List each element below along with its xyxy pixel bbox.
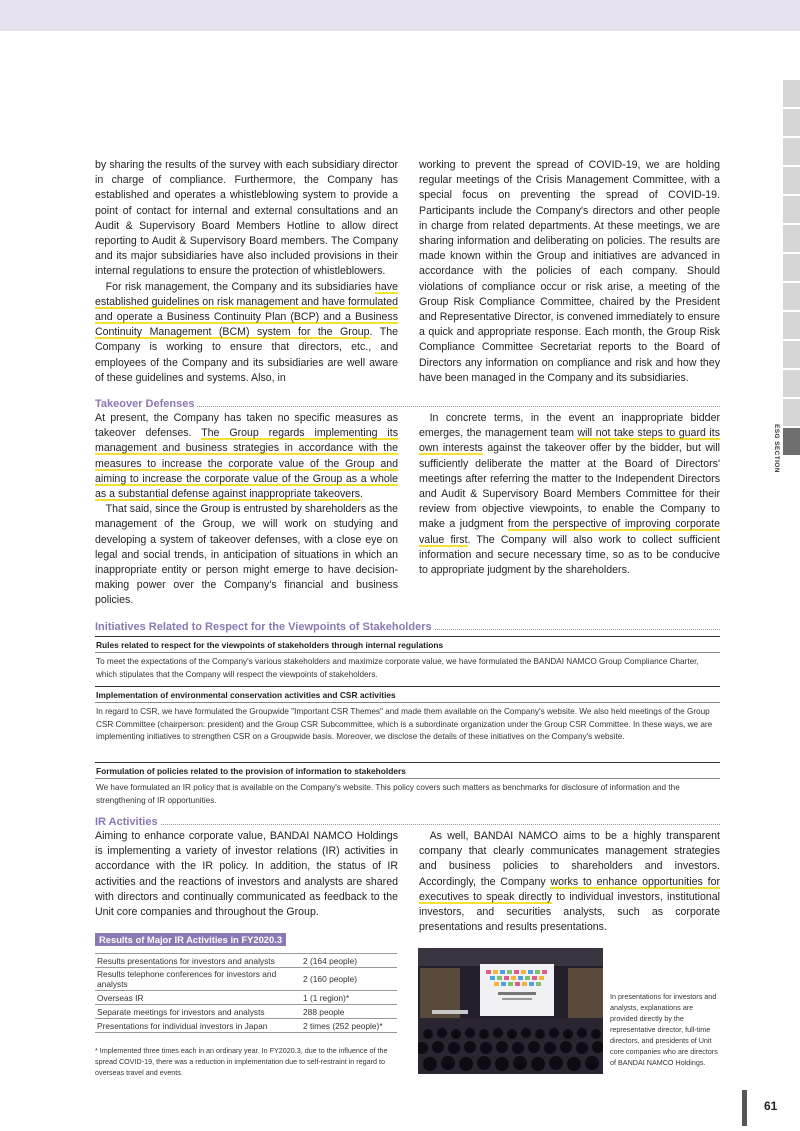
table-cell-value: 1 (1 region)* xyxy=(301,991,397,1005)
takeover-right-paragraph xyxy=(419,411,720,578)
stakeholder-item-csr xyxy=(95,686,720,744)
sub-title: Formulation of policies related to the provision of information to stakeholders xyxy=(95,762,720,779)
sub-title: Implementation of environmental conservation activities and CSR activities xyxy=(95,686,720,703)
highlighted-text: have established guidelines on risk management and have formulated and operate a Business Continuity Plan (BCP) and a Business Continuity Management (BCM) system for the Group xyxy=(95,280,398,339)
ir-right-paragraph xyxy=(419,829,720,935)
ir-table-footnote: * Implemented three times each in an ordinary year. In FY2020.3, due to the influence of the spread COVID-19, there was a reduction in implementation due to self-restraint in regard to overseas travel and events. xyxy=(95,1046,388,1077)
section-title: IR Activities xyxy=(95,816,158,828)
table-row xyxy=(95,991,397,1005)
dotted-rule xyxy=(435,629,720,630)
ir-table-title: Results of Major IR Activities in FY2020.3 xyxy=(95,933,286,946)
takeover-left-column xyxy=(95,411,398,609)
section-tab[interactable] xyxy=(783,109,800,136)
section-tab[interactable] xyxy=(783,283,800,310)
takeover-left-paragraph-1 xyxy=(95,411,398,502)
highlighted-text: The Group regards implementing its management and business strategies in accordance with the measures to increase the corporate value of the Group and aiming to increase the corporate value of the Group as a whole as a substantial defense against inappropriate takeovers xyxy=(95,427,398,501)
section-tabs xyxy=(783,80,800,457)
takeover-right-column xyxy=(419,411,720,578)
sub-text: To meet the expectations of the Company's various stakeholders and maximize corporate value, we have formulated the BANDAI NAMCO Group Compliance Charter, which stipulates that the Company will respect the viewpoints of stakeholders. xyxy=(96,657,699,679)
text-span: to individual investors, institutional investors, and securities analysts, such as corporate presentations and results presentations. xyxy=(419,890,720,934)
page-number: 61 xyxy=(764,1099,778,1113)
table-cell-label: Results presentations for investors and analysts xyxy=(95,954,301,968)
sub-title: Rules related to respect for the viewpoints of stakeholders through internal regulations xyxy=(95,636,720,653)
dotted-rule xyxy=(197,406,720,407)
intro-right-column xyxy=(419,158,720,386)
takeover-defenses-heading xyxy=(95,397,720,411)
table-row xyxy=(95,1005,397,1019)
stakeholder-item-ir-policy xyxy=(95,762,720,807)
ir-left-paragraph: Aiming to enhance corporate value, BANDAI NAMCO Holdings is implementing a variety of investor relations (IR) activities in accordance with the IR policy. In addition, the status of IR activities and the reactions of investors and analysts are shared with directors and continually communicated as feedback to the Unit core companies and throughout the Group. xyxy=(95,830,398,919)
ir-results-table xyxy=(95,953,397,1033)
text-span: . xyxy=(360,488,363,501)
text-span: against the takeover offer by the bidder, but will sufficiently deliberate the matter at the Board of Directors' meetings after referring the matter to the Independent Directors and Audit & Supervisory Board Members Committee for their review from objective viewpoints, to enable the Company to make a judgment xyxy=(419,442,720,531)
text-span: As well, BANDAI NAMCO aims to be a highly transparent company that clearly communicates management strategies and business policies to shareholders and investors. Accordingly, the Company xyxy=(419,830,720,888)
highlighted-text: will not take steps to guard its own interests xyxy=(419,427,721,455)
table-cell-label: Separate meetings for investors and analysts xyxy=(95,1005,301,1019)
page-number-bar xyxy=(742,1090,747,1126)
side-label-esg-section: ESG SECTION xyxy=(773,424,780,473)
ir-right-column xyxy=(419,829,720,935)
table-cell-label: Presentations for individual investors in Japan xyxy=(95,1019,301,1033)
section-tab[interactable] xyxy=(783,399,800,426)
presentation-photo xyxy=(418,948,603,1074)
table-row xyxy=(95,954,397,968)
intro-left-column xyxy=(95,158,398,386)
ir-left-column xyxy=(95,829,398,920)
section-title: Initiatives Related to Respect for the Viewpoints of Stakeholders xyxy=(95,621,432,633)
presentation-photo-illustration xyxy=(418,948,603,1074)
section-tab[interactable] xyxy=(783,254,800,281)
section-tab[interactable] xyxy=(783,167,800,194)
stakeholders-heading xyxy=(95,620,720,634)
photo-caption: In presentations for investors and analysts, explanations are provided directly by the representative director, full-time directors, and presidents of Unit core companies who are directors of BANDAI NAMCO Holdings. xyxy=(610,992,718,1067)
text-span: . The Company is working to ensure that directors, etc., and employees of the Company and its subsidiaries are well aware of these guidelines and systems. Also, in xyxy=(95,326,398,384)
table-cell-value: 2 (160 people) xyxy=(301,968,397,991)
ir-activities-heading xyxy=(95,815,720,829)
intro-left-paragraph-2 xyxy=(95,280,398,386)
section-tab[interactable] xyxy=(783,341,800,368)
section-tab[interactable] xyxy=(783,312,800,339)
table-cell-value: 2 (164 people) xyxy=(301,954,397,968)
sub-text: We have formulated an IR policy that is available on the Company's website. This policy covers such matters as benchmarks for disclosure of information and the strengthening of IR opportunities. xyxy=(96,783,680,805)
section-tab[interactable] xyxy=(783,80,800,107)
intro-right-paragraph-1: working to prevent the spread of COVID-19, we are holding regular meetings of the Crisis Management Committee, with a special focus on preventing the spread of COVID-19. Participants include the Company's directors and other people in charge from related departments. At these meetings, we are sharing information and deliberating on policies. The results are made known within the Group and initiatives are advanced in accordance with the policies of each company. Should violations of compliance occur or risk arise, a meeting of the Group Risk Compliance Committee, chaired by the President and Representative Director, is convened immediately to ensure a quick and appropriate response. Each month, the Group Risk Compliance Committee Secretariat reports to the Board of Directors any information on compliance and risk and how they have been managed in the Company and its subsidiaries. xyxy=(419,159,720,384)
text-span: For risk management, the Company and its subsidiaries xyxy=(105,280,376,293)
highlighted-text: from the perspective of improving corporate value first xyxy=(419,518,720,546)
section-title: Takeover Defenses xyxy=(95,398,195,410)
table-cell-value: 2 times (252 people)* xyxy=(301,1019,397,1033)
top-band xyxy=(0,0,800,31)
table-cell-label: Results telephone conferences for investors and analysts xyxy=(95,968,301,991)
text-span: At present, the Company has taken no specific measures as takeover defenses. xyxy=(95,412,398,440)
table-row xyxy=(95,1019,397,1033)
section-tab[interactable] xyxy=(783,138,800,165)
text-span: In concrete terms, in the event an inappropriate bidder emerges, the management team xyxy=(419,412,720,440)
section-tab[interactable] xyxy=(783,196,800,223)
dotted-rule xyxy=(161,824,720,825)
stakeholder-item-rules xyxy=(95,636,720,681)
highlighted-text: works to enhance opportunities for executives to speak directly xyxy=(419,875,720,903)
intro-left-paragraph-1: by sharing the results of the survey with each subsidiary director in charge of compliance. Furthermore, the Company has established and operates a whistleblowing system to provide a point of contact for internal and external consultations and an Audit & Supervisory Board Members Hotline to allow direct reporting to Audit & Supervisory Board members. The Company and its major subsidiaries have also included provisions in their internal regulations to ensure the protection of whistleblowers. xyxy=(95,159,398,278)
takeover-left-paragraph-2: That said, since the Group is entrusted by shareholders as the management of the Group, we will work on studying and developing a system of takeover defenses, with a close eye on legal and social trends, in anticipation of situations in which an inappropriate entity or person might emerge to have decision-making power over the Company's financial and business policies. xyxy=(95,503,398,607)
section-tab[interactable] xyxy=(783,225,800,252)
section-tab[interactable] xyxy=(783,370,800,397)
table-row xyxy=(95,968,397,991)
section-tab-esg-active[interactable] xyxy=(783,428,800,455)
sub-text: In regard to CSR, we have formulated the Groupwide "Important CSR Themes" and made them available on the Company's website. We also held meetings of the Group CSR Committee (chairperson: president) and the Group CSR Subcommittee, which is a subordinate organization under the Group CSR Committee. In these ways, we are implementing initiatives to strengthen CSR on a Groupwide basis. Moreover, we disclose the details of these initiatives on the Company's website. xyxy=(96,707,713,742)
table-cell-label: Overseas IR xyxy=(95,991,301,1005)
table-cell-value: 288 people xyxy=(301,1005,397,1019)
text-span: . The Company will also work to collect sufficient information and secure necessary time, so as to be conducive to appropriate judgment by the shareholders. xyxy=(419,533,720,577)
